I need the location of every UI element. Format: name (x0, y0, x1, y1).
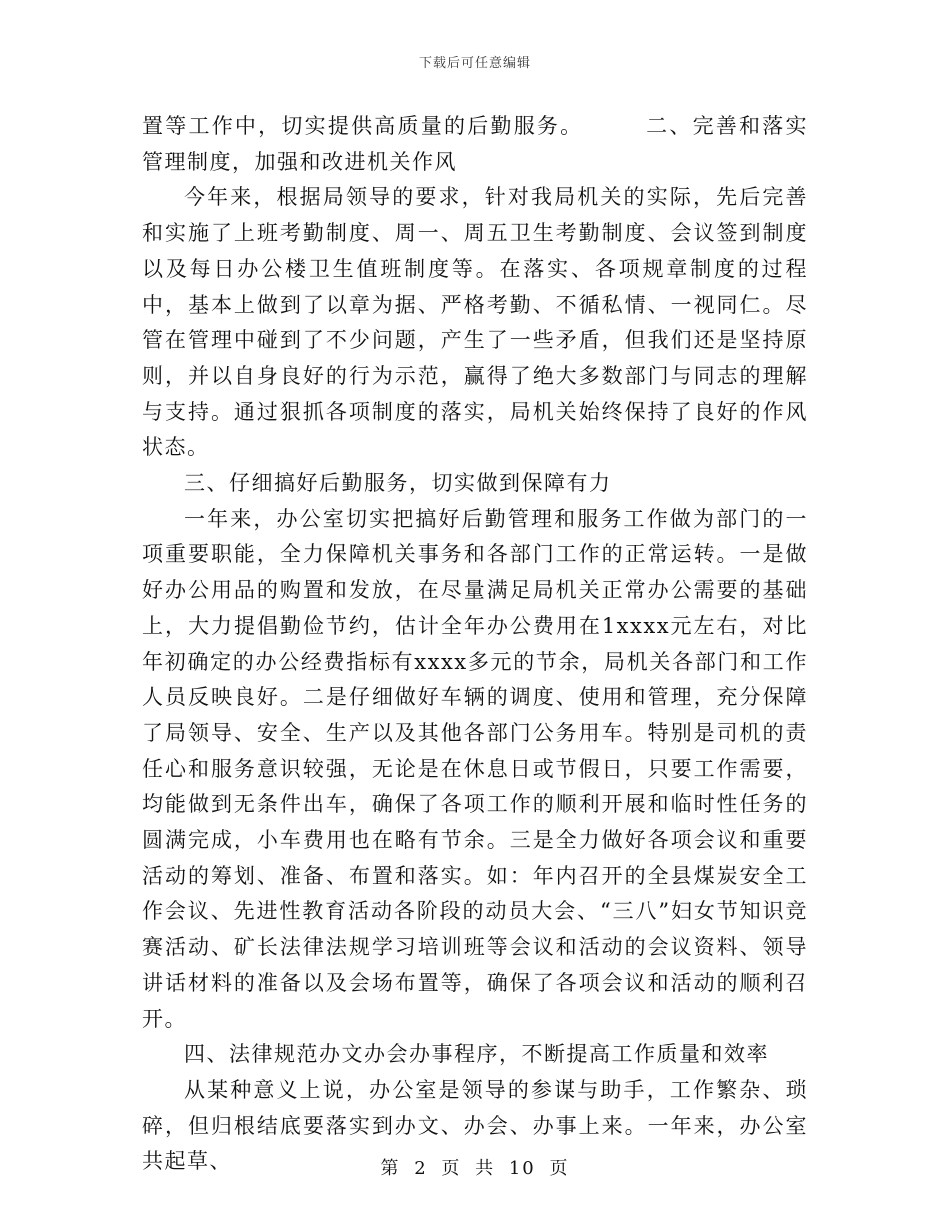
page-number-footer: 第 2 页 共 10 页 (380, 1158, 570, 1179)
paragraph: 从某种意义上说，办公室是领导的参谋与助手，工作繁杂、琐碎，但归根结底要落实到办文、办会、办事上来。一年来，办公室共起草、 (142, 1077, 808, 1174)
paragraph-continued (142, 109, 808, 180)
header-note: 下载后可任意编辑 (418, 56, 531, 71)
section-heading-2: 二、完善和落实管理制度，加强和改进机关作风 (142, 114, 809, 174)
paragraph: 一年来，办公室切实把搞好后勤管理和服务工作做为部门的一项重要职能，全力保障机关事务和各部门工作的正常运转。一是做好办公用品的购置和发放，在尽量满足局机关正常办公需要的基础上，大力提倡勤俭节约，估计全年办公费用在1xxxx元左右，对比年初确定的办公经费指标有xxxx多元的节余，局机关各部门和工作人员反映良好。二是仔细做好车辆的调度、使用和管理，充分保障了局领导、安全、生产以及其他各部门公务用车。特别是司机的责任心和服务意识较强，无论是在休息日或节假日，只要工作需要，均能做到无条件出车，确保了各项工作的顺利开展和临时性任务的圆满完成，小车费用也在略有节余。三是全力做好各项会议和重要活动的筹划、准备、布置和落实。如：年内召开的全县煤炭安全工作会议、先进性教育活动各阶段的动员大会、“三八”妇女节知识竞赛活动、矿长法律法规学习培训班等会议和活动的会议资料、领导讲话材料的准备以及会场布置等，确保了各项会议和活动的顺利召开。 (142, 506, 808, 1031)
section-heading-3: 三、仔细搞好后勤服务，切实做到保障有力 (184, 471, 612, 496)
paragraph: 今年来，根据局领导的要求，针对我局机关的实际，先后完善和实施了上班考勤制度、周一、周五卫生考勤制度、会议签到制度以及每日办公楼卫生值班制度等。在落实、各项规章制度的过程中，基本上做到了以章为据、严格考勤、不循私情、一视同仁。尽管在管理中碰到了不少问题，产生了一些矛盾，但我们还是坚持原则，并以自身良好的行为示范，赢得了绝大多数部门与同志的理解与支持。通过狠抓各项制度的落实，局机关始终保持了良好的作风状态。 (142, 185, 808, 460)
section-heading-4: 四、法律规范办文办会办事程序，不断提高工作质量和效率 (184, 1042, 769, 1067)
document-body (142, 109, 808, 1180)
paragraph-continued-text: 置等工作中，切实提供高质量的后勤服务。 (142, 114, 584, 138)
